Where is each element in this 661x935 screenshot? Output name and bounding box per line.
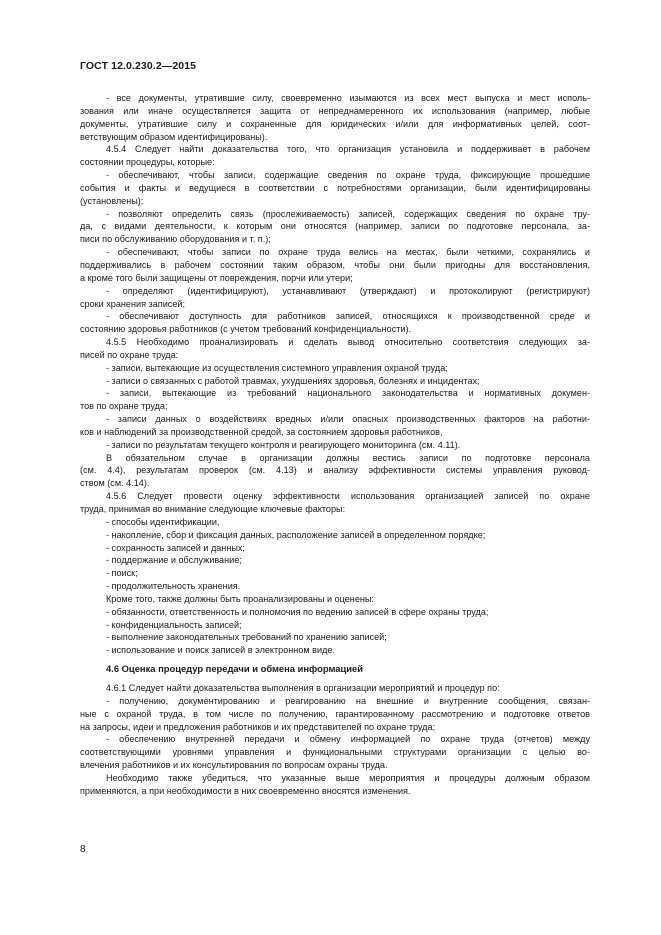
document-body — [80, 92, 590, 798]
text-line: - выполнение законодательных требований по хранению записей; — [106, 632, 387, 643]
text-line: тов по охране труда; — [80, 401, 168, 412]
text-line: писи по обслуживанию оборудования и т. п.); — [80, 234, 271, 245]
text-line: - записи о связанных с работой травмах, ухудшениях здоровья, болезнях и инцидентах; — [106, 375, 480, 386]
text-line: сроки хранения записей; — [80, 298, 185, 309]
text-line: - продолжительность хранения. — [106, 581, 241, 592]
text-line: соответствующими уровнями управления и функциональными структурами организации с целью во- — [80, 747, 590, 758]
text-line: ков и наблюдений за производственной средой, за состоянием здоровья работников, — [80, 426, 443, 437]
text-line: - все документы, утратившие силу, своевременно изымаются из всех мест выпуска и мест исполь- — [106, 93, 590, 103]
text-line: ством (см. 4.14). — [80, 478, 150, 489]
text-line: состоянию здоровья работников (с учетом требований конфиденциальности). — [80, 324, 412, 335]
text-line: 4.5.5 Необходимо проанализировать и сделать вывод относительно соответствия следующих за- — [106, 337, 590, 348]
text-line: - получению, документированию и реагированию на внешние и внутренние сообщения, связан- — [106, 695, 590, 706]
text-line: - сохранность записей и данных; — [106, 542, 245, 553]
text-line: - записи, вытекающие из требований национального законодательства и нормативных докумен- — [106, 388, 590, 399]
text-line: состоянии процедуры, которые: — [80, 157, 215, 168]
text-line: - обеспечивают, чтобы записи, содержащие сведения по охране труда, фиксирующие прошедшие — [106, 170, 590, 181]
text-line: - позволяют определить связь (прослеживаемость) записей, содержащих сведения по охране тру- — [106, 208, 590, 219]
text-line: события и факты и ведущиеся в соответствии с потребностями организации, были идентифицированы — [80, 182, 590, 193]
page-number: 8 — [80, 844, 86, 855]
text-line: (установлены); — [80, 195, 144, 206]
text-line: Необходимо также убедиться, что указанные выше мероприятия и процедуры должным образом — [106, 772, 590, 783]
text-line: документы, утратившие силу и сохраненные для юридических и/или для информативных целей, соот- — [80, 118, 590, 129]
text-line: - конфиденциальность записей; — [106, 619, 242, 630]
text-line: 4.5.6 Следует провести оценку эффективности использования организацией записей по охране — [106, 491, 590, 502]
text-line: - обязанности, ответственность и полномочия по ведению записей в сфере охраны труда; — [106, 606, 489, 617]
text-line: применяются, а при необходимости в них своевременно вносятся изменения. — [80, 785, 411, 796]
text-line: - записи, вытекающие из осуществления системного управления охраной труда; — [106, 362, 448, 373]
text-line: - поддержание и обслуживание; — [106, 555, 242, 566]
text-line: - использование и поиск записей в электронном виде. — [106, 645, 335, 656]
text-line: 4.6.1 Следует найти доказательства выполнения в организации мероприятий и процедур по: — [106, 682, 500, 693]
text-line: 4.5.4 Следует найти доказательства того, что организация установила и поддерживает в рабочем — [106, 144, 590, 155]
document-header: ГОСТ 12.0.230.2—2015 — [80, 60, 197, 72]
text-line: - накопление, сбор и фиксация данных, расположение записей в определенном порядке; — [106, 529, 486, 540]
section-4-5-text — [80, 92, 590, 657]
text-line: труда, принимая во внимание следующие ключевые факторы: — [80, 504, 346, 514]
text-line: а кроме того были защищены от повреждения, порчи или утери; — [80, 272, 353, 283]
text-line: В обязательном случае в организации должны вестись записи по подготовке персонала — [106, 452, 590, 463]
text-line: влечения работников и их консультирования по вопросам охраны труда. — [80, 760, 388, 771]
text-line: - способы идентификации, — [106, 516, 220, 527]
text-line: поддерживались в рабочем состоянии таким образом, чтобы они были пригодны для восстановления, — [80, 259, 590, 270]
text-line: - обеспечению внутренней передачи и обмену информацией по охране труда (отчетов) между — [106, 734, 590, 745]
text-line: на запросы, идеи и предложения работников и их представителей по охране труда; — [80, 721, 436, 732]
text-line: Кроме того, также должны быть проанализированы и оценены: — [106, 593, 374, 604]
text-line: - обеспечивают доступность для работников записей, относящихся к производственной среде и — [106, 311, 590, 322]
text-line: ные с охраной труда, в том числе по получению, гарантированному рассмотрению и подготовке ответов — [80, 708, 590, 719]
text-line: ветствующим образом идентифицированы). — [80, 131, 268, 142]
text-line: зования или иначе осуществляется защита от непреднамеренного их использования (например, любые — [80, 105, 590, 116]
text-line: - обеспечивают, чтобы записи по охране труда велись на местах, были четкими, сохранялись и — [106, 247, 590, 258]
section-4-6-text — [80, 682, 590, 798]
text-line: - записи данных о воздействиях вредных и/или опасных производственных факторов на работни- — [106, 414, 590, 425]
text-line: - поиск; — [106, 568, 138, 579]
text-line: (см. 4.4), результатам проверок (см. 4.13) и анализу эффективности системы управления руковод- — [80, 465, 590, 476]
text-line: писей по охране труда: — [80, 349, 179, 360]
text-line: да, с видами деятельности, к которым они относятся (например, записи по подготовке персонала, за- — [80, 221, 590, 232]
text-line: - определяют (идентифицируют), устанавливают (утверждают) и протоколируют (регистрируют) — [106, 285, 590, 296]
text-line: - записи по результатам текущего контроля и реагирующего мониторинга (см. 4.11). — [106, 439, 461, 450]
section-heading-4-6: 4.6 Оценка процедур передачи и обмена информацией — [106, 663, 363, 675]
